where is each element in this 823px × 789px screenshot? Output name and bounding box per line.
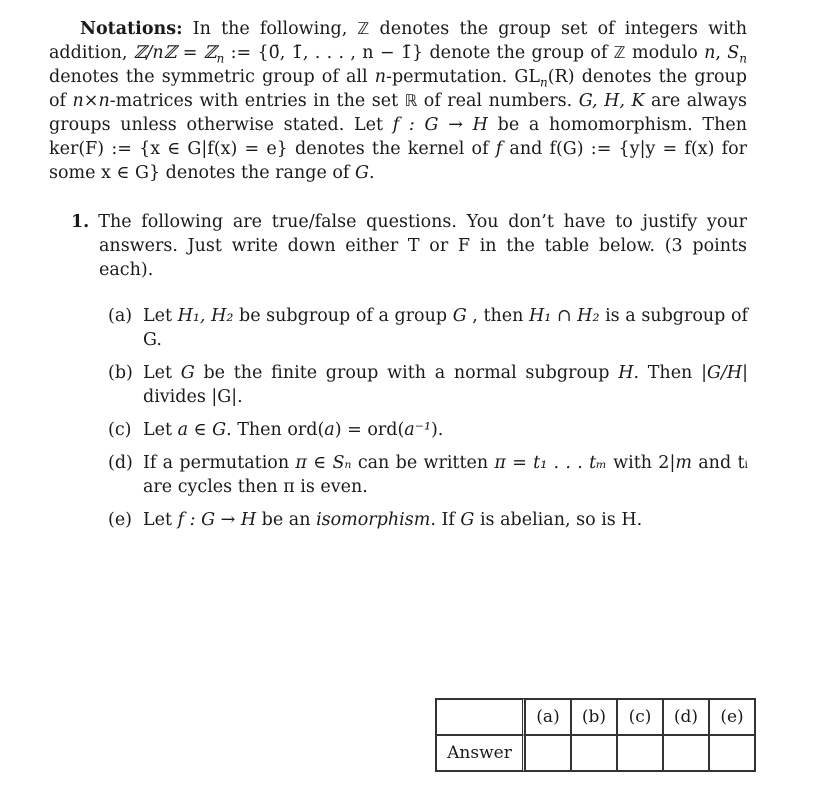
var-n: n: [704, 43, 716, 63]
list-item: [108, 418, 748, 442]
answer-cell-c[interactable]: [617, 735, 663, 771]
item-text: Let: [143, 363, 181, 383]
item-label: (b): [108, 363, 133, 383]
item-text: , then: [466, 306, 530, 326]
groups-ghk: G, H, K: [578, 91, 645, 111]
zn-definition: ℤ/nℤ = ℤ: [133, 43, 217, 63]
answer-row-label: Answer: [436, 735, 525, 771]
notations-text: are always groups unless otherwise stated. Let: [49, 91, 748, 135]
item-text: Let: [143, 306, 178, 326]
symmetric-symbol: S: [727, 43, 740, 63]
item-text: can be written: [351, 453, 495, 473]
reals-symbol: ℝ: [404, 91, 418, 110]
item-math: G: [180, 363, 195, 383]
var-f: f: [495, 139, 503, 159]
item-math: H₁, H₂: [177, 306, 234, 326]
question-number: 1.: [71, 212, 90, 232]
notations-text: (R) denotes the group of: [49, 67, 747, 111]
item-math: G: [460, 510, 475, 530]
item-text: be an: [256, 510, 317, 530]
question-1: [71, 210, 747, 282]
item-text: ).: [430, 420, 444, 440]
notations-text: -matrices with entries in the set: [109, 91, 405, 111]
answer-cell-a[interactable]: [525, 735, 571, 771]
item-math: m: [675, 453, 692, 473]
item-text: . Then ord(: [226, 420, 325, 440]
table-header-cell: (d): [663, 699, 709, 735]
notations-text: denotes the group set of integers with addition,: [49, 19, 747, 63]
table-row: [436, 735, 755, 771]
item-text: . Then: [633, 363, 702, 383]
item-math: f : G → H: [177, 510, 257, 530]
question-items: [108, 304, 748, 541]
notations-text: modulo: [625, 43, 705, 63]
notations-text: denotes the symmetric group of all: [49, 67, 375, 87]
item-text: with 2|: [606, 453, 676, 473]
item-math: π ∈ Sₙ: [295, 453, 352, 473]
list-item: [108, 508, 748, 532]
item-text: divides |G|.: [143, 387, 243, 407]
subscript-n: n: [216, 51, 225, 66]
item-math: a: [324, 420, 335, 440]
n-by-n: n×n: [72, 91, 110, 111]
table-corner-cell: [436, 699, 525, 735]
question-text: The following are true/false questions. You don’t have to justify your answers. Just write down either T or F in the table below. (3 points each).: [98, 212, 747, 280]
table-header-cell: (a): [525, 699, 571, 735]
list-item: [108, 304, 748, 352]
notations-text: .: [368, 163, 375, 183]
item-text: If a permutation: [143, 453, 296, 473]
item-math: H₁ ∩ H₂: [529, 306, 600, 326]
item-text: be subgroup of a group: [233, 306, 453, 326]
answer-cell-d[interactable]: [663, 735, 709, 771]
item-label: (a): [108, 306, 133, 326]
integers-symbol: ℤ: [613, 43, 626, 62]
item-text: is abelian, so is H.: [474, 510, 643, 530]
list-item: [108, 361, 748, 409]
item-text: be the finite group with a normal subgroup: [194, 363, 619, 383]
item-text: is a subgroup of G.: [143, 306, 748, 350]
item-math: a⁻¹: [404, 420, 431, 440]
list-item: [108, 451, 748, 499]
notations-heading: Notations:: [80, 19, 183, 39]
notations-paragraph: [49, 17, 747, 185]
notations-text: be a homomorphism. Then ker(F) := {x ∈ G|f(x) = e} denotes the kernel of: [49, 115, 747, 159]
item-label: (c): [108, 420, 132, 440]
var-n: n: [374, 67, 387, 87]
answer-table: [435, 698, 756, 772]
item-text: Let: [143, 510, 178, 530]
item-label: (d): [108, 453, 133, 473]
notations-text: ,: [715, 43, 728, 63]
table-header-row: [436, 699, 755, 735]
answer-cell-b[interactable]: [571, 735, 617, 771]
notations-text: of real numbers.: [417, 91, 579, 111]
item-text: Let: [143, 420, 178, 440]
answer-cell-e[interactable]: [709, 735, 755, 771]
integers-symbol: ℤ: [357, 19, 370, 38]
item-math: |G/H|: [701, 363, 748, 383]
item-math: G: [452, 306, 467, 326]
table-header-cell: (c): [617, 699, 663, 735]
table-header-cell: (b): [571, 699, 617, 735]
subscript-n: n: [739, 51, 747, 66]
item-math: isomorphism: [316, 510, 431, 530]
item-text: ) = ord(: [334, 420, 405, 440]
notations-text: and f(G) := {y|y = f(x) for some x ∈ G} denotes the range of: [49, 139, 747, 183]
item-text: and tᵢ are cycles then π is even.: [143, 453, 748, 497]
item-text: . If: [430, 510, 461, 530]
var-g: G: [354, 163, 369, 183]
notations-text: denote the group of: [423, 43, 614, 63]
item-math: a ∈ G: [177, 420, 227, 440]
item-label: (e): [108, 510, 133, 530]
notations-text: In the following,: [182, 19, 358, 39]
notations-text: -permutation. GL: [386, 67, 540, 87]
item-math: H: [618, 363, 634, 383]
item-math: π = t₁ . . . tₘ: [494, 453, 607, 473]
hom-map: f : G → H: [392, 115, 488, 135]
subscript-n: n: [539, 75, 548, 90]
set-definition: := {0̄, 1̄, . . . , n − 1̄}: [224, 43, 424, 63]
table-header-cell: (e): [709, 699, 755, 735]
